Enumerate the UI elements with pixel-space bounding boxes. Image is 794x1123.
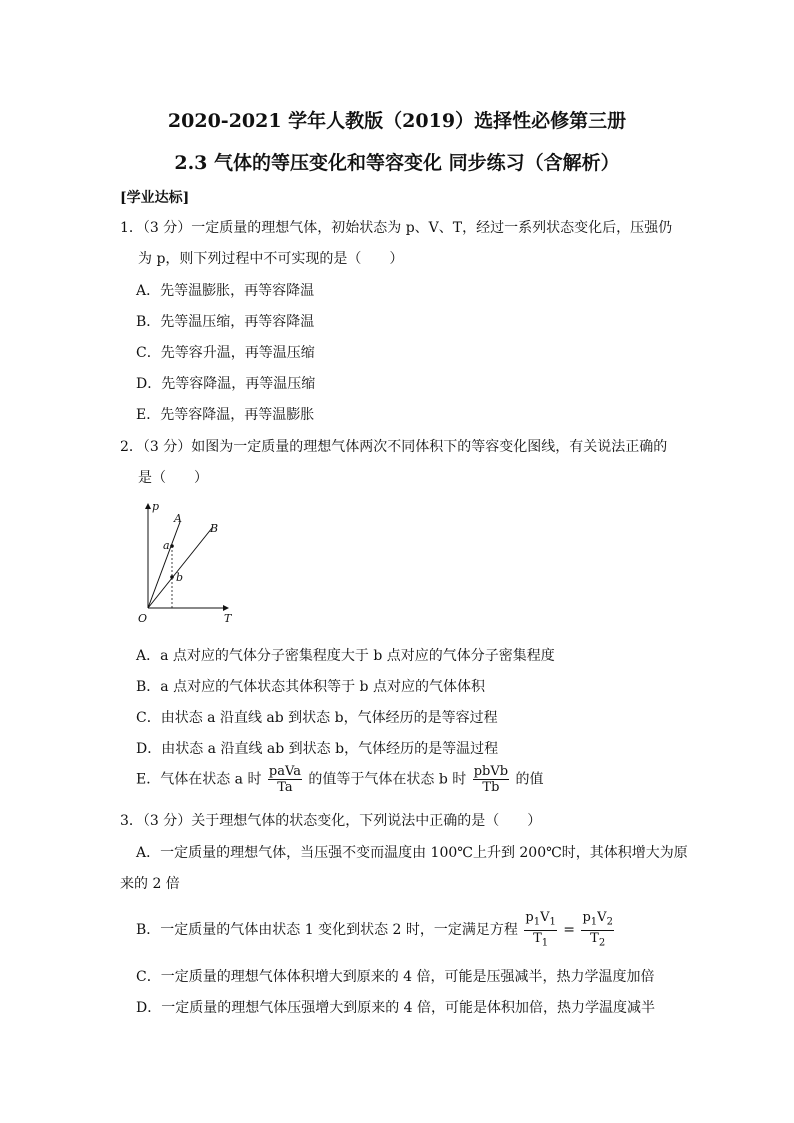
q3-option-d: D．一定质量的理想气体压强增大到原来的 4 倍，可能是体积加倍，热力学温度减半 <box>136 1000 656 1016</box>
q2-stem-line1: 2．（3 分）如图为一定质量的理想气体两次不同体积下的等容变化图线，有关说法正确的 <box>120 439 668 455</box>
q1-option-e: E．先等容降温，再等温膨胀 <box>136 407 315 423</box>
point-a-label: a <box>163 539 170 552</box>
q1-option-c: C．先等容升温，再等温压缩 <box>136 345 315 361</box>
q3-option-b <box>136 910 616 950</box>
q2-option-b: B．a 点对应的气体状态其体积等于 b 点对应的气体体积 <box>136 679 485 695</box>
fraction-b <box>473 764 509 795</box>
document-title: 2020-2021 学年人教版（2019）选择性必修第三册 <box>167 110 627 132</box>
q3-option-a-line2: 来的 2 倍 <box>120 876 180 892</box>
q3-option-b-pre: B．一定质量的气体由状态 1 变化到状态 2 时，一定满足方程 <box>136 922 518 939</box>
line-a <box>148 522 180 608</box>
equation-right <box>581 910 613 950</box>
q2-option-c: C．由状态 a 沿直线 ab 到状态 b，气体经历的是等容过程 <box>136 710 498 726</box>
origin-label: O <box>138 612 148 625</box>
q1-option-d: D．先等容降温，再等温压缩 <box>136 376 316 392</box>
equation-left-numerator: $p_1V_1$ <box>524 910 556 931</box>
line-a-label: A <box>174 512 182 525</box>
line-b <box>148 528 212 608</box>
pt-diagram <box>136 498 246 628</box>
p-axis-label: p <box>152 500 160 513</box>
fraction-a <box>268 764 302 795</box>
line-b-label: B <box>210 522 219 535</box>
equation-right-numerator: $p_1V_2$ <box>581 910 613 931</box>
t-axis-label: T <box>224 612 232 625</box>
document-subtitle: 2.3 气体的等压变化和等容变化 同步练习（含解析） <box>174 152 620 174</box>
q1-stem-line1: 1．（3 分）一定质量的理想气体，初始状态为 p、V、T，经过一系列状态变化后，压强仍 <box>120 220 673 236</box>
q2-option-e-pre: E．气体在状态 a 时 <box>136 771 262 788</box>
q2-option-d: D．由状态 a 沿直线 ab 到状态 b，气体经历的是等温过程 <box>136 741 499 757</box>
fraction-a-numerator: paVa <box>268 764 301 779</box>
point-b <box>170 575 174 579</box>
q2-option-e-mid: 的值等于气体在状态 b 时 <box>308 771 467 788</box>
q3-stem: 3．（3 分）关于理想气体的状态变化，下列说法中正确的是（ ） <box>120 813 542 829</box>
equation-right-denominator: $T_2$ <box>590 930 606 949</box>
fraction-a-denominator: Ta <box>277 780 293 795</box>
q2-option-e <box>136 764 544 795</box>
fraction-b-numerator: pbVb <box>473 764 509 779</box>
q1-stem-line2: 为 p，则下列过程中不可实现的是（ ） <box>138 251 404 267</box>
point-a <box>170 544 174 548</box>
q3-option-a-line1: A．一定质量的理想气体，当压强不变而温度由 100℃上升到 200℃时，其体积增大为原 <box>136 845 688 861</box>
q2-option-e-post: 的值 <box>515 771 544 788</box>
q1-option-b: B．先等温压缩，再等容降温 <box>136 314 315 330</box>
q2-option-a: A．a 点对应的气体分子密集程度大于 b 点对应的气体分子密集程度 <box>136 648 555 664</box>
point-b-label: b <box>176 571 184 584</box>
q3-option-c: C．一定质量的理想气体体积增大到原来的 4 倍，可能是压强减半，热力学温度加倍 <box>136 969 655 985</box>
section-label: [学业达标] <box>120 190 190 206</box>
q2-stem-line2: 是（ ） <box>138 470 208 486</box>
equation-left <box>524 910 556 950</box>
equation-equals: = <box>563 922 576 939</box>
equation-left-denominator: $T_1$ <box>533 930 549 949</box>
q1-option-a: A．先等温膨胀，再等容降温 <box>136 283 315 299</box>
fraction-b-denominator: Tb <box>482 780 500 795</box>
